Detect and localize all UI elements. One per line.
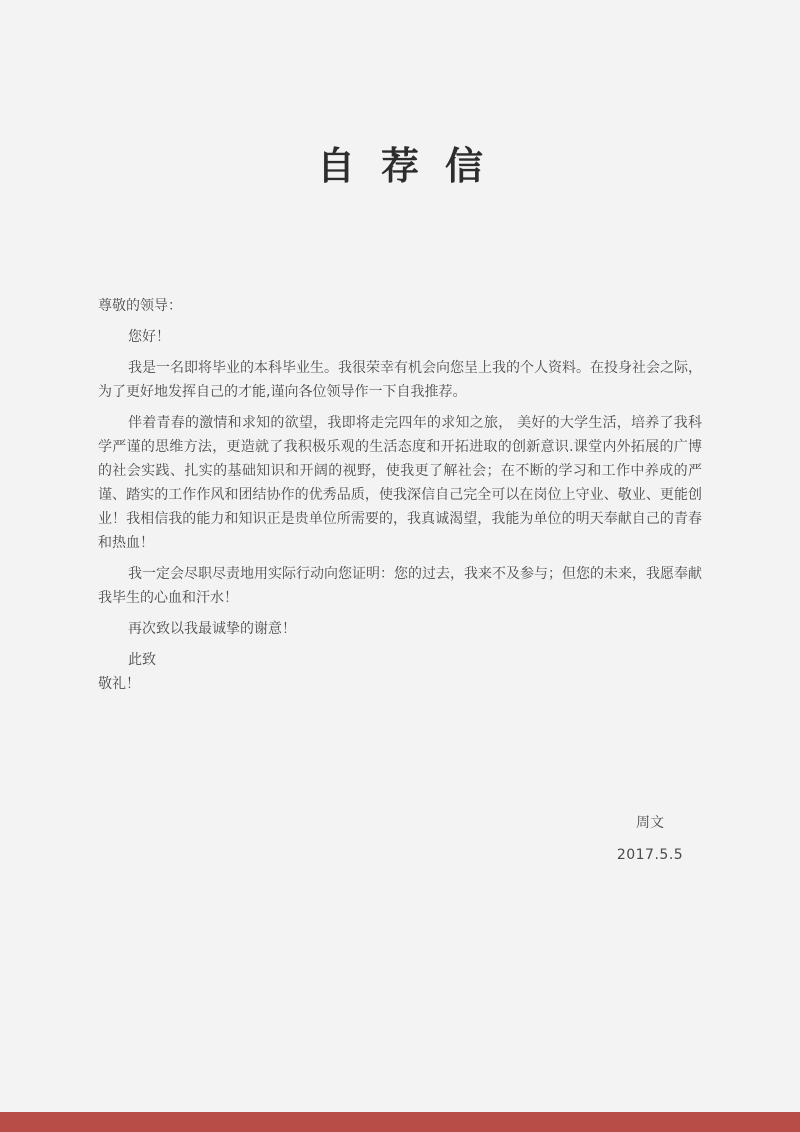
signature-block xyxy=(600,811,700,867)
signature-name: 周文 xyxy=(636,815,664,831)
page-title: 自荐信 xyxy=(316,144,509,188)
qualifications-paragraph: 伴着青春的激情和求知的欲望，我即将走完四年的求知之旅， 美好的大学生活，培养了我科学严谨的思维方法，更造就了我积极乐观的生活态度和开拓进取的创新意识.课堂内外拓展的广博的社会实践、扎实的基础知识和开阔的视野，使我更了解社会；在不断的学习和工作中养成的严谨、踏实的工作作风和团结协作的优秀品质，使我深信自己完全可以在岗位上守业、敬业、更能创业！我相信我的能力和知识正是贵单位所需要的，我真诚渴望，我能为单位的明天奉献自己的青春和热血！ xyxy=(98,415,702,551)
letter-body xyxy=(98,294,702,696)
salutation: 尊敬的领导： xyxy=(98,298,182,314)
commitment-paragraph: 我一定会尽职尽责地用实际行动向您证明：您的过去，我来不及参与；但您的未来，我愿奉献我毕生的心血和汗水！ xyxy=(98,566,702,606)
closing-line-1: 此致 xyxy=(128,652,156,668)
signature-date: 2017.5.5 xyxy=(616,847,684,863)
greeting-paragraph: 您好！ xyxy=(128,329,170,345)
closing-line-2: 敬礼！ xyxy=(98,676,140,692)
intro-paragraph: 我是一名即将毕业的本科毕业生。我很荣幸有机会向您呈上我的个人资料。在投身社会之际，为了更好地发挥自己的才能,谨向各位领导作一下自我推荐。 xyxy=(98,360,702,400)
footer-accent-bar xyxy=(0,1112,800,1132)
thanks-paragraph: 再次致以我最诚挚的谢意！ xyxy=(128,621,296,637)
